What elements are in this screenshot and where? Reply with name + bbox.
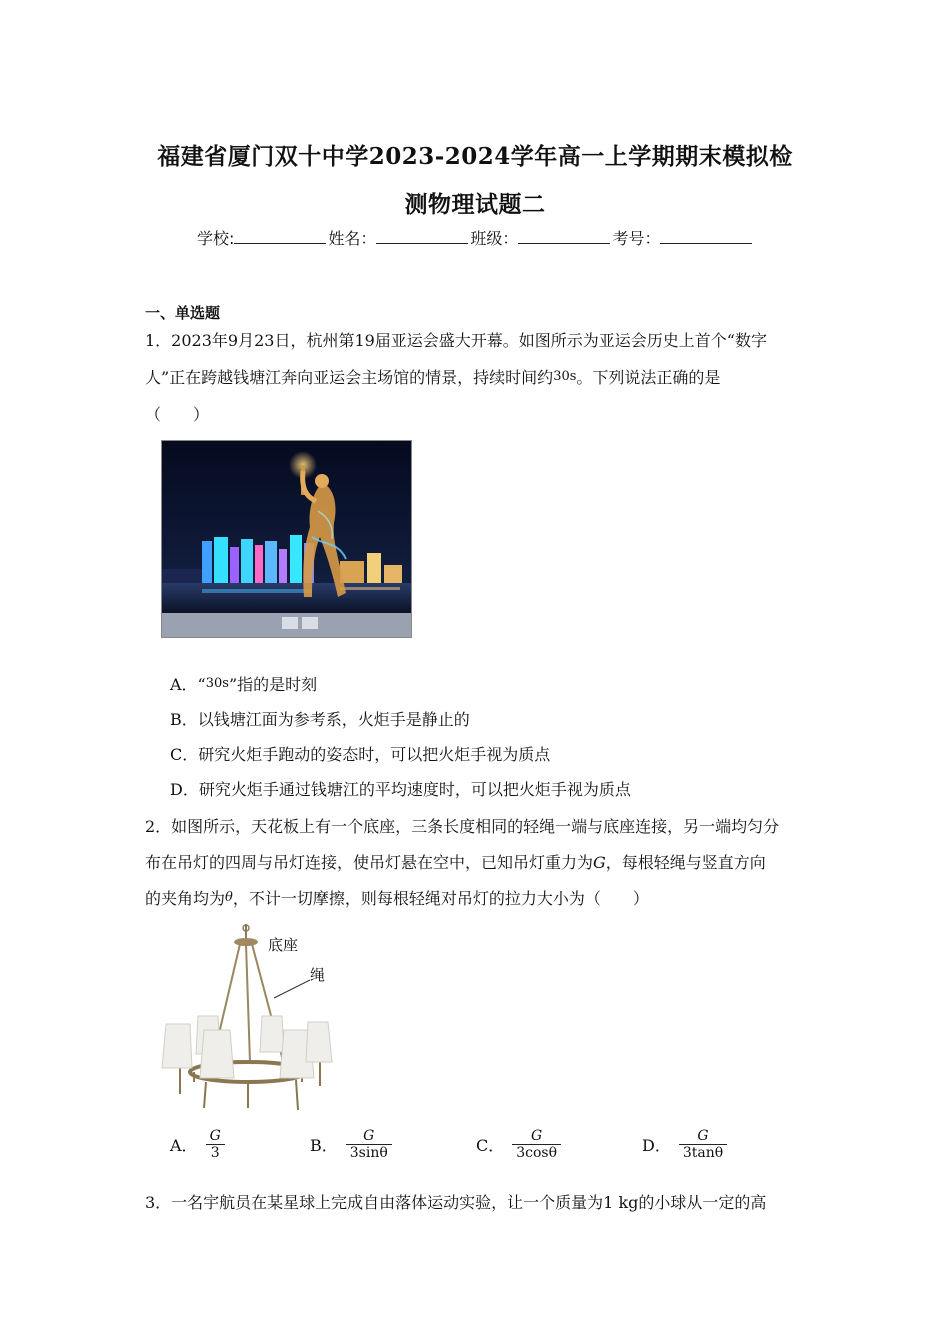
q2-line1: 2．如图所示，天花板上有一个底座，三条长度相同的轻绳一端与底座连接，另一端均匀分: [145, 817, 780, 836]
q2-choice-a-numerator: G: [206, 1128, 225, 1145]
q2-line3-text-a: 的夹角均为: [145, 889, 226, 908]
exam-number-blank: [660, 229, 752, 244]
q3-line1: 3．一名宇航员在某星球上完成自由落体运动实验，让一个质量为1 kg的小球从一定的高: [145, 1193, 767, 1212]
q2-angle-symbol: θ: [225, 890, 233, 905]
q1-option-a-value: 30s: [205, 676, 229, 691]
chandelier-illustration: [158, 922, 348, 1112]
school-label: 学校:: [197, 229, 235, 248]
exam-number-label: 考号：: [612, 229, 661, 248]
q2-choice-a-label: A．: [170, 1136, 198, 1155]
q1-night-city-photo: [161, 440, 412, 638]
page-title-line2: 测物理试题二: [404, 191, 546, 218]
page-title-line1: 福建省厦门双十中学2023-2024学年高一上学期期末模拟检: [157, 143, 793, 170]
city-skyline-image: [162, 441, 411, 637]
q2-choice-a-denominator: 3: [210, 1145, 220, 1161]
section-heading: 一、单选题: [145, 304, 221, 322]
q2-choice-c[interactable]: [476, 1128, 561, 1161]
name-label: 姓名：: [328, 229, 377, 248]
q2-line3: [145, 886, 649, 909]
q1-option-a-pre: A．“: [170, 675, 206, 694]
q2-choice-b-fraction: [346, 1128, 392, 1161]
q2-choice-c-fraction: [512, 1128, 561, 1161]
q2-label-base: 底座: [268, 936, 299, 954]
q2-choice-a[interactable]: [170, 1128, 225, 1161]
q2-choice-d-denominator: 3tanθ: [682, 1145, 724, 1161]
q2-weight-symbol: G: [593, 853, 606, 872]
q1-option-c[interactable]: C．研究火炬手跑动的姿态时，可以把火炬手视为质点: [170, 745, 551, 764]
q1-option-a[interactable]: [170, 672, 317, 695]
class-label: 班级：: [470, 229, 519, 248]
q2-label-rope: 绳: [310, 966, 326, 984]
q2-choice-b[interactable]: [310, 1128, 392, 1161]
q2-choice-d-fraction: [679, 1128, 727, 1161]
q2-choice-d[interactable]: [642, 1128, 727, 1161]
q2-choice-b-denominator: 3sinθ: [349, 1145, 388, 1161]
q1-line2-text-b: 。下列说法正确的是: [576, 368, 721, 387]
q1-option-a-post: ”指的是时刻: [228, 675, 318, 694]
q2-choice-c-numerator: G: [512, 1128, 561, 1145]
q2-choice-b-numerator: G: [346, 1128, 392, 1145]
q1-option-d[interactable]: D．研究火炬手通过钱塘江的平均速度时，可以把火炬手视为质点: [170, 780, 631, 799]
q1-answer-bracket: （ ）: [145, 405, 210, 424]
school-blank: [234, 229, 326, 244]
q1-option-b[interactable]: B．以钱塘江面为参考系，火炬手是静止的: [170, 710, 470, 729]
q2-choice-c-denominator: 3cosθ: [516, 1145, 558, 1161]
q2-choice-b-label: B．: [310, 1136, 338, 1155]
q2-line2: [145, 850, 766, 873]
q1-duration-value: 30s: [553, 369, 577, 384]
q1-line1: 1．2023年9月23日，杭州第19届亚运会盛大开幕。如图所示为亚运会历史上首个“数字: [145, 331, 767, 350]
q2-chandelier-figure: [158, 922, 348, 1112]
q2-line3-text-b: ，不计一切摩擦，则每根轻绳对吊灯的拉力大小为（ ）: [232, 889, 649, 908]
name-blank: [376, 229, 468, 244]
q2-line2-text-a: 布在吊灯的四周与吊灯连接，使吊灯悬在空中，已知吊灯重力为: [145, 853, 594, 872]
student-info-row: [197, 226, 754, 249]
q2-choice-a-fraction: [206, 1128, 225, 1161]
class-blank: [518, 229, 610, 244]
q1-line2-text-a: 人”正在跨越钱塘江奔向亚运会主场馆的情景，持续时间约: [145, 368, 554, 387]
q2-choice-c-label: C．: [476, 1136, 505, 1155]
q1-line2: [145, 365, 720, 388]
q2-line2-text-b: ，每根轻绳与竖直方向: [605, 853, 766, 872]
q2-choice-d-numerator: G: [679, 1128, 727, 1145]
q2-choice-d-label: D．: [642, 1136, 671, 1155]
